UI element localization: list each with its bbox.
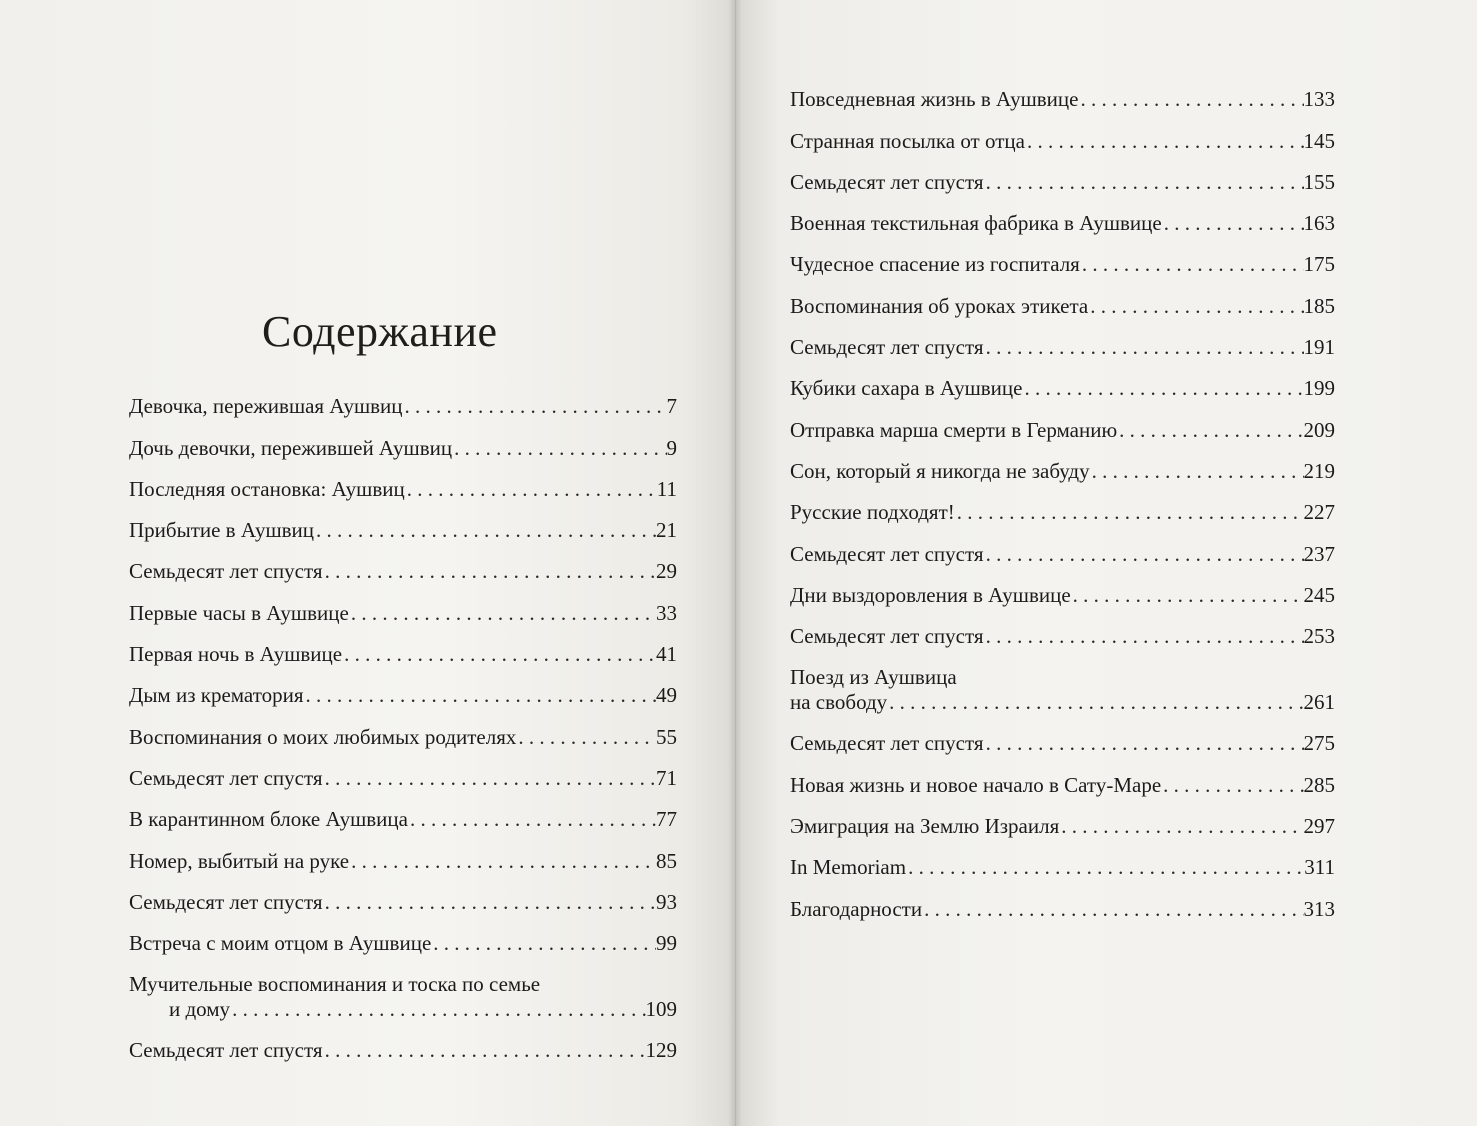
toc-entry-title: Семьдесят лет спустя [129,559,323,584]
dot-leader [1022,376,1303,401]
toc-entry-page: 237 [1303,541,1335,566]
toc-entry-page: 155 [1303,169,1335,194]
toc-entry-page: 7 [666,394,677,419]
toc-entry [790,570,1335,611]
toc-entry [129,464,677,505]
toc-entry [129,381,677,422]
toc-entry [790,801,1335,842]
dot-leader [323,766,656,791]
dot-leader [408,807,656,832]
dot-leader [984,731,1304,756]
toc-entry-title: Семьдесят лет спустя [129,1038,323,1063]
toc-entry-title: Чудесное спасение из госпиталя [790,252,1080,277]
toc-entry-page: 93 [656,889,677,914]
toc-entry-page: 275 [1303,731,1335,756]
toc-entry [790,239,1335,280]
dot-leader [1071,583,1304,608]
toc-entry-page: 253 [1303,624,1335,649]
toc-entry-title: Поезд из Аушвица [790,665,957,690]
toc-entry-title: Встреча с моим отцом в Аушвице [129,931,432,956]
toc-entry-page: 133 [1303,87,1335,112]
toc-entry-page: 175 [1303,252,1335,277]
dot-leader [452,436,666,461]
toc-entry [790,487,1335,528]
toc-entry [790,363,1335,404]
toc-entry [129,422,677,463]
book-spine-line [735,0,736,1126]
toc-entry-page: 199 [1303,376,1335,401]
toc-entry [790,157,1335,198]
toc-entry-page: 11 [656,476,677,501]
toc-entry [129,587,677,628]
toc-entry [790,74,1335,115]
toc-entry [129,835,677,876]
toc-entry-title: Воспоминания о моих любимых родителях [129,724,517,749]
toc-entry-title: Благодарности [790,896,923,921]
toc-entry-title: Семьдесят лет спустя [790,169,984,194]
dot-leader [342,642,656,667]
dot-leader [516,725,656,750]
toc-entry-page: 297 [1303,814,1335,839]
toc-entry-page: 313 [1303,896,1335,921]
toc-entry-page: 21 [656,518,677,543]
toc-entry-title: Последняя остановка: Аушвиц [129,476,405,501]
dot-leader [1059,814,1303,839]
dot-leader [1078,87,1303,112]
toc-entry [790,718,1335,759]
dot-leader [887,690,1303,715]
dot-leader [984,542,1304,567]
dot-leader [323,559,656,584]
toc-entry-title: Странная посылка от отца [790,128,1025,153]
toc-entry-title: Семьдесят лет спустя [790,731,984,756]
toc-entry [790,322,1335,363]
dot-leader [1025,129,1304,154]
toc-entry-page: 71 [656,765,677,790]
toc-entry [790,611,1335,652]
toc-entry-title: Семьдесят лет спустя [790,541,984,566]
dot-leader [431,931,656,956]
toc-entry-page: 49 [656,683,677,708]
toc-entry-title: Воспоминания об уроках этикета [790,293,1089,318]
dot-leader [405,477,657,502]
dot-leader [984,170,1304,195]
toc-entry [790,842,1335,883]
toc-entry [790,115,1335,156]
toc-entry-page: 209 [1303,417,1335,442]
toc-entry-title: В карантинном блоке Аушвица [129,807,408,832]
toc-entry [129,629,677,670]
toc-entry-title: Отправка марша смерти в Германию [790,417,1118,442]
toc-entry-title: Девочка, пережившая Аушвиц [129,394,403,419]
toc-entry-page: 129 [645,1038,677,1063]
toc-entry-title: Дочь девочки, пережившей Аушвиц [129,435,453,460]
dot-leader [1088,294,1303,319]
dot-leader [314,518,656,543]
toc-entry-title: Сон, который я никогда не забуду [790,458,1090,483]
toc-entry-page: 219 [1303,458,1335,483]
toc-entry [790,198,1335,239]
toc-entry-title: Семьдесят лет спустя [129,889,323,914]
toc-entry-title: Первые часы в Аушвице [129,600,349,625]
toc-entry-title: Военная текстильная фабрика в Аушвице [790,211,1162,236]
toc-entry-title: Новая жизнь и новое начало в Сату-Маре [790,772,1162,797]
toc-entry-title: In Memoriam [790,855,907,880]
toc-entry-page: 163 [1303,211,1335,236]
toc-entry-title: Семьдесят лет спустя [129,765,323,790]
toc-entry-page: 29 [656,559,677,584]
toc-entry-page: 109 [645,997,677,1022]
toc-list-right [790,74,1335,925]
toc-entry-page: 99 [656,931,677,956]
toc-entry [129,877,677,918]
toc-entry-page: 191 [1303,335,1335,360]
toc-entry-page: 311 [1304,855,1335,880]
toc-entry-title: Семьдесят лет спустя [790,624,984,649]
toc-entry [790,280,1335,321]
toc-entry-title: Мучительные воспоминания и тоска по семье [129,972,541,997]
toc-entry [129,505,677,546]
toc-entry-page: 55 [656,724,677,749]
toc-entry-page: 33 [656,600,677,625]
toc-entry-page: 185 [1303,293,1335,318]
dot-leader [1162,211,1304,236]
dot-leader [1117,418,1303,443]
dot-leader [1090,459,1304,484]
toc-entry [129,546,677,587]
toc-entry-title: Кубики сахара в Аушвице [790,376,1023,401]
toc-entry-title: Эмиграция на Землю Израиля [790,814,1060,839]
dot-leader [955,500,1304,525]
toc-entry-title: Русские подходят! [790,500,955,525]
dot-leader [1161,773,1303,798]
dot-leader [403,394,667,419]
toc-entry-page: 227 [1303,500,1335,525]
toc-entry [129,670,677,711]
toc-entry [129,794,677,835]
toc-entry-page: 77 [656,807,677,832]
toc-entry [790,652,1335,718]
toc-entry [790,759,1335,800]
toc-entry [790,404,1335,445]
toc-entry-page: 9 [666,435,677,460]
toc-entry-title: Дым из крематория [129,683,304,708]
toc-entry-title: Повседневная жизнь в Аушвице [790,87,1079,112]
left-page [0,0,735,1126]
dot-leader [323,1038,646,1063]
dot-leader [230,997,645,1022]
toc-entry-title-cont: и дому [169,997,231,1022]
toc-entry-title: Номер, выбитый на руке [129,848,350,873]
toc-title: Содержание [262,307,498,356]
toc-entry [129,711,677,752]
dot-leader [922,897,1303,922]
toc-entry-page: 41 [656,642,677,667]
dot-leader [984,335,1304,360]
dot-leader [349,601,656,626]
toc-entry-page: 85 [656,848,677,873]
dot-leader [323,890,656,915]
dot-leader [349,849,656,874]
toc-entry-title: Первая ночь в Аушвице [129,642,343,667]
toc-entry-title-cont: на свободу [790,690,888,715]
toc-entry-page: 261 [1303,690,1335,715]
toc-entry-page: 285 [1303,772,1335,797]
toc-entry [129,1025,677,1066]
dot-leader [906,855,1304,880]
dot-leader [984,624,1304,649]
toc-entry-title: Семьдесят лет спустя [790,335,984,360]
toc-entry [129,959,677,1025]
dot-leader [304,683,656,708]
dot-leader [1080,252,1304,277]
toc-entry [129,753,677,794]
toc-entry [790,528,1335,569]
toc-entry-title: Прибытие в Аушвиц [129,518,315,543]
toc-entry-page: 245 [1303,582,1335,607]
toc-entry [790,446,1335,487]
toc-entry-title: Дни выздоровления в Аушвице [790,582,1071,607]
toc-list-left [129,381,677,1066]
toc-entry [129,918,677,959]
toc-entry-page: 145 [1303,128,1335,153]
toc-entry [790,883,1335,924]
